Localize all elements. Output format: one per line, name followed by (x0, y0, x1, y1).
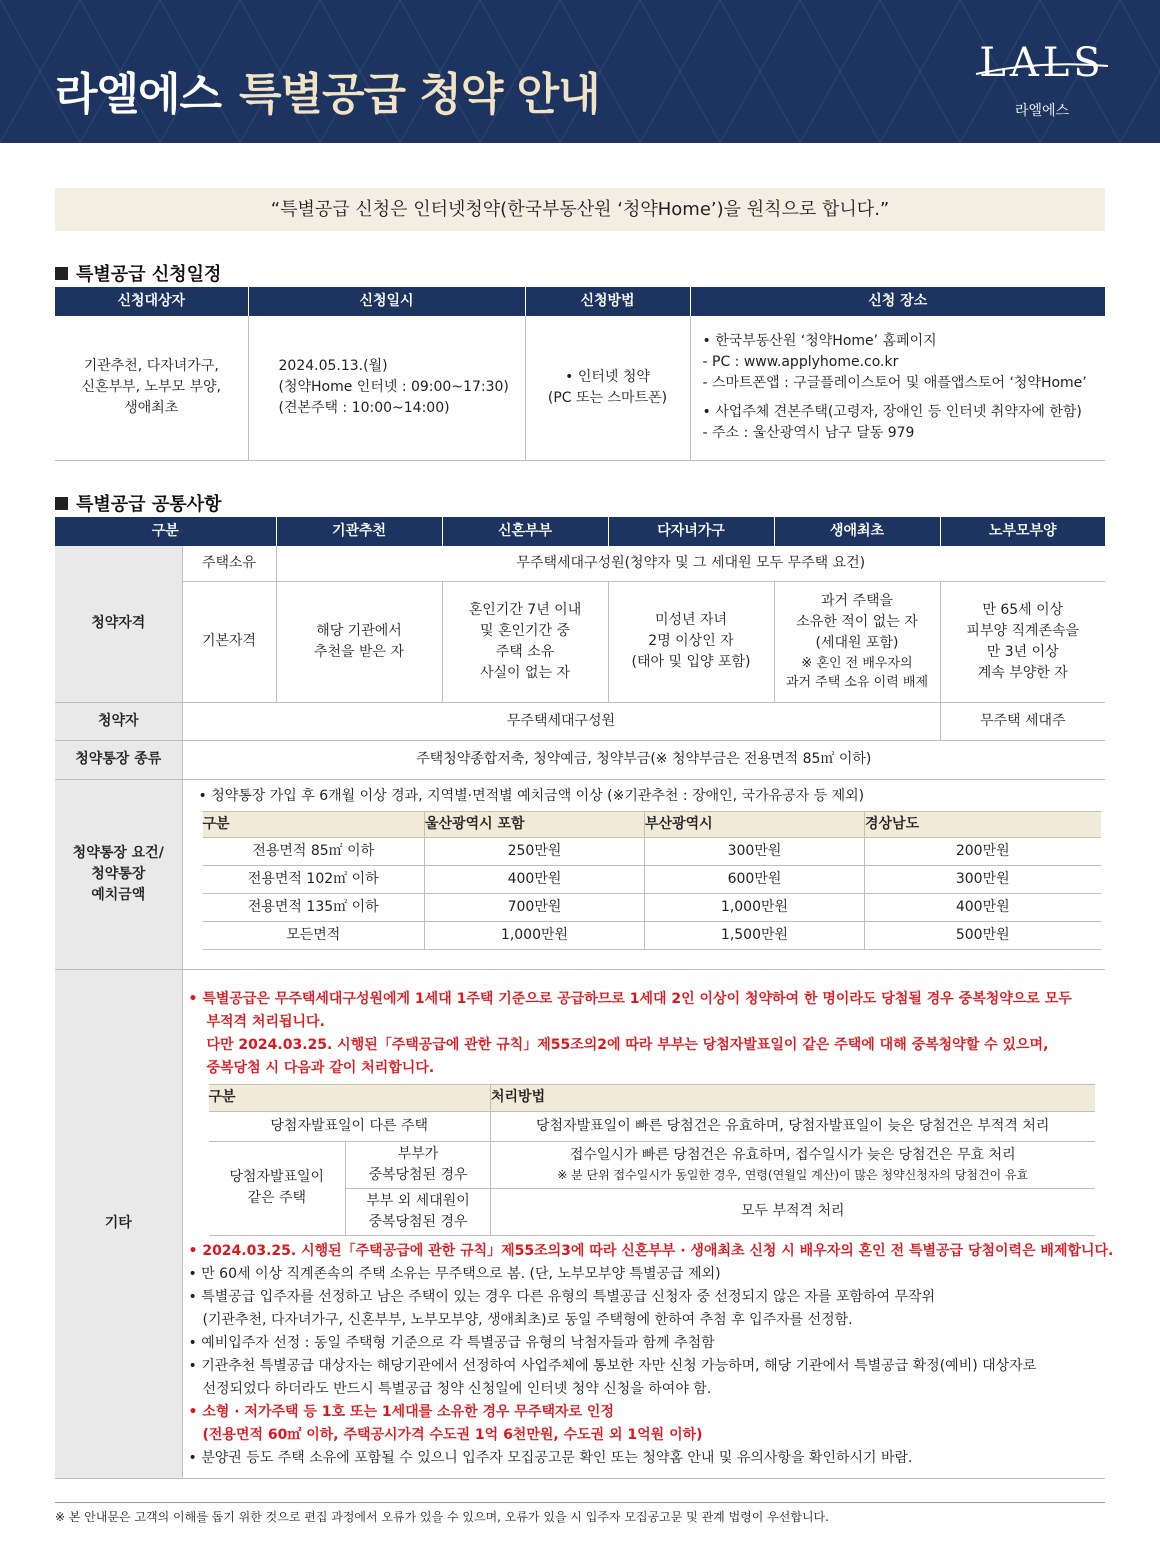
deposit-table (203, 811, 1101, 950)
header-method: 신청방법 (525, 287, 690, 316)
header-place: 신청 장소 (690, 287, 1105, 316)
list-item: (기관추천, 다자녀가구, 신혼부부, 노부모부양, 생애최초)로 동일 주택형에 한하여 추첨 후 입주자를 선정함. (202, 1311, 853, 1328)
applicant-elderly: 무주택 세대주 (940, 702, 1105, 740)
list-item: • 소형 · 저가주택 등 1호 또는 1세대를 소유한 경우 무주택자로 인정 (188, 1403, 614, 1420)
page-title (55, 58, 600, 122)
section-title-common: 특별공급 공통사항 (55, 490, 221, 516)
deposit-bullet: • 청약통장 가입 후 6개월 이상 경과, 지역별·면적별 예치금액 이상 (※기관추천 : 장애인, 국가유공자 등 제외) (198, 787, 865, 804)
proc-header: 구분 (209, 1084, 491, 1111)
deposit-header-row (203, 811, 1101, 837)
footer-note: ※ 본 안내문은 고객의 이해를 돕기 위한 것으로 편집 과정에서 오류가 있을 수 있으며, 오류가 있을 시 입주자 모집공고문 및 관계 법령이 우선합니다. (55, 1510, 829, 1524)
deposit-header: 울산광역시 포함 (425, 811, 645, 837)
basic-elderly: 만 65세 이상 피부양 직계존속을 만 3년 이상 계속 부양한 자 (940, 581, 1105, 702)
table-row: 당첨자발표일이 같은 주택 부부가 중복당첨된 경우 접수일시가 빠른 당첨건은 유효하며, 접수일시가 늦은 당첨건은 무효 처리 ※ 분 단위 접수일시가 동일한 경우, 연령(연월일 계산)이 많은 청약신청자의 당첨건이 유효 (209, 1141, 1095, 1188)
list-item: • 기관추천 특별공급 대상자는 해당기관에서 선정하여 사업주체에 통보한 자만 신청 가능하며, 해당 기관에서 특별공급 확정(예비) 대상자로 (188, 1357, 1037, 1374)
list-item: 선정되었다 하더라도 반드시 특별공급 청약 신청일에 인터넷 청약 신청을 하여야 함. (202, 1380, 712, 1397)
table-row: 모든면적 1,000만원 1,500만원 500만원 (203, 921, 1101, 949)
section-title-schedule: 특별공급 신청일정 (55, 260, 221, 286)
brand-logo (972, 40, 1112, 120)
etc-label: 기타 (55, 969, 182, 1478)
housing-label: 주택소유 (182, 546, 276, 581)
etc-content (182, 969, 1114, 1478)
schedule-row (55, 316, 1105, 460)
applicant-row (55, 702, 1105, 740)
header-agency: 기관추천 (276, 517, 442, 546)
basic-multichild: 미성년 자녀 2명 이상인 자 (태아 및 입양 포함) (608, 581, 774, 702)
header-newlywed: 신혼부부 (442, 517, 608, 546)
header-firsttime: 생애최초 (774, 517, 940, 546)
housing-row (55, 546, 1105, 581)
proc-header-row (209, 1084, 1095, 1111)
deposit-header: 경상남도 (865, 811, 1101, 837)
list-item: • 특별공급 입주자를 선정하고 남은 주택이 있는 경우 다른 유형의 특별공급 신청자 중 선정되지 않은 자를 포함하여 무작위 (188, 1288, 936, 1305)
list-item: (전용면적 60㎡ 이하, 주택공시가격 수도권 1억 6천만원, 수도권 외 1억원 이하) (202, 1426, 703, 1443)
common-header-row (55, 517, 1105, 546)
header-elderly: 노부모부양 (940, 517, 1105, 546)
square-bullet-icon (55, 497, 68, 510)
qualification-label: 청약자격 (55, 546, 182, 702)
deposit-label: 청약통장 요건/ 청약통장 예치금액 (55, 779, 182, 969)
basic-firsttime: 과거 주택을 소유한 적이 없는 자 (세대원 포함) ※ 혼인 전 배우자의 과거 주택 소유 이력 배제 (774, 581, 940, 702)
deposit-content (182, 779, 1105, 969)
schedule-header-row (55, 287, 1105, 316)
account-type-value: 주택청약종합저축, 청약예금, 청약부금(※ 청약부금은 전용면적 85㎡ 이하) (182, 740, 1105, 779)
target-cell: 기관추천, 다자녀가구, 신혼부부, 노부모 부양, 생애최초 (55, 316, 248, 460)
proc-header: 처리방법 (491, 1084, 1095, 1111)
notice-banner: “특별공급 신청은 인터넷청약(한국부동산원 ‘청약Home’)을 원칙으로 합니다.” (55, 188, 1105, 231)
header-target: 신청대상자 (55, 287, 248, 316)
deposit-row (55, 779, 1105, 969)
etc-list (188, 1240, 1114, 1470)
header-multichild: 다자녀가구 (608, 517, 774, 546)
applicant-main: 무주택세대구성원 (182, 702, 940, 740)
deposit-header: 구분 (203, 811, 425, 837)
list-item: • 분양권 등도 주택 소유에 포함될 수 있으니 입주자 모집공고문 확인 또는 청약홈 안내 및 유의사항을 확인하시기 바람. (188, 1449, 913, 1466)
logo-subtitle: 라엘에스 (1014, 103, 1070, 119)
basic-agency: 해당 기관에서 추천을 받은 자 (276, 581, 442, 702)
duplicate-process-table (209, 1084, 1095, 1236)
same-date-label: 당첨자발표일이 같은 주택 (209, 1141, 346, 1235)
title-accent: 특별공급 청약 안내 (239, 69, 600, 120)
datetime-cell: 2024.05.13.(월) (청약Home 인터넷 : 09:00~17:30) (견본주택 : 10:00~14:00) (248, 316, 525, 460)
header-datetime: 신청일시 (248, 287, 525, 316)
etc-row (55, 969, 1105, 1478)
title-main: 라엘에스 (55, 69, 222, 120)
common-table (55, 517, 1114, 1479)
list-item: • 예비입주자 선정 : 동일 주택형 기준으로 각 특별공급 유형의 낙첨자들과 함께 추첨함 (188, 1334, 715, 1351)
table-row: 전용면적 102㎡ 이하 400만원 600만원 300만원 (203, 865, 1101, 893)
account-type-label: 청약통장 종류 (55, 740, 182, 779)
place-cell: • 한국부동산원 ‘청약Home’ 홈페이지 - PC : www.applyhome.co.kr - 스마트폰앱 : 구글플레이스토어 및 애플앱스토어 ‘청약Home’ • 사업주체 견본주택(고령자, 장애인 등 인터넷 취약자에 한함) - 주소 : 울산광역시 남구 달동 979 (690, 316, 1105, 460)
table-row: 당첨자발표일이 다른 주택 당첨자발표일이 빠른 당첨건은 유효하며, 당첨자발표일이 늦은 당첨건은 부적격 처리 (209, 1111, 1095, 1141)
basic-row (55, 581, 1105, 702)
logo-wordmark: LALS (979, 40, 1105, 86)
header-banner (0, 0, 1160, 143)
basic-label: 기본자격 (182, 581, 276, 702)
table-row: 전용면적 135㎡ 이하 700만원 1,000만원 400만원 (203, 893, 1101, 921)
list-item: • 2024.03.25. 시행된「주택공급에 관한 규칙」제55조의3에 따라 신혼부부 · 생애최초 신청 시 배우자의 혼인 전 특별공급 당첨이력은 배제합니다. (188, 1242, 1114, 1259)
schedule-table (55, 287, 1105, 461)
deposit-header: 부산광역시 (645, 811, 865, 837)
logo-swoosh (972, 40, 1112, 100)
etc-red-notice: • 특별공급은 무주택세대구성원에게 1세대 1주택 기준으로 공급하므로 1세대 2인 이상이 청약하여 한 명이라도 당첨될 경우 중복청약으로 모두 부적격 처리됩니다. 다만 2024.03.25. 시행된「주택공급에 관한 규칙」제55조의2에 따라 부부는 당첨자발표일이 같은 주택에 대해 중복청약할 수 있으며, 중복당첨 시 다음과 같이 처리합니다. (188, 990, 1072, 1076)
method-cell: • 인터넷 청약 (PC 또는 스마트폰) (525, 316, 690, 460)
table-row: 부부 외 세대원이 중복당첨된 경우 모두 부적격 처리 (209, 1188, 1095, 1235)
housing-value: 무주택세대구성원(청약자 및 그 세대원 모두 무주택 요건) (276, 546, 1105, 581)
applicant-label: 청약자 (55, 702, 182, 740)
list-item: • 만 60세 이상 직계존속의 주택 소유는 무주택으로 봄. (단, 노부모부양 특별공급 제외) (188, 1265, 721, 1282)
account-type-row (55, 740, 1105, 779)
header-category: 구분 (55, 517, 276, 546)
square-bullet-icon (55, 267, 68, 280)
basic-newlywed: 혼인기간 7년 이내 및 혼인기간 중 주택 소유 사실이 없는 자 (442, 581, 608, 702)
table-row: 전용면적 85㎡ 이하 250만원 300만원 200만원 (203, 837, 1101, 865)
footer-divider (55, 1502, 1105, 1503)
